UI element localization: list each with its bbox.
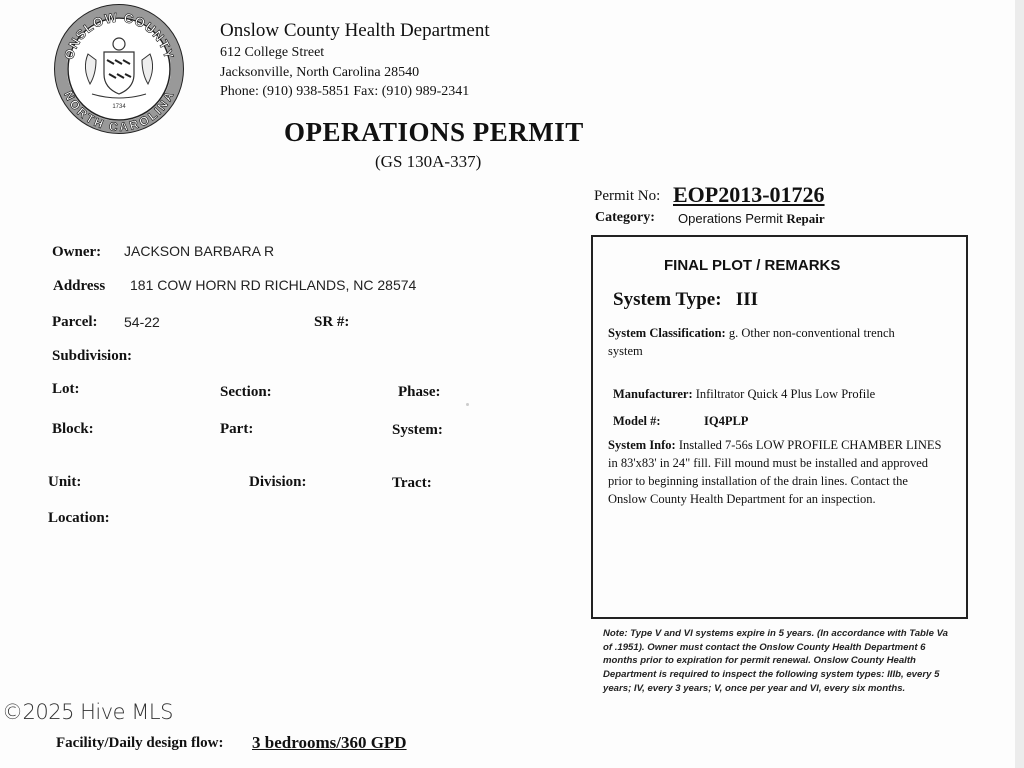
- expiration-note: Note: Type V and VI systems expire in 5 years. (In accordance with Table Va of .1951). Owner must contact the Onslow County Health Department 6 months prior to expiration for permit renewal. Onslow County Health Department is required to inspect the following system types: IIIb, every 5 years; IV, every 3 years; V, once per year and VI, every six months.: [603, 628, 948, 694]
- system-info-value: Installed 7-56s LOW PROFILE CHAMBER LINES in 83'x83' in 24" fill. Fill mound must be installed and approved prior to beginning installation of the drain lines. Contact the Onslow County Health Department for an inspection.: [608, 438, 942, 506]
- category-suffix: Repair: [786, 211, 825, 226]
- division-label: Division:: [249, 474, 307, 490]
- scan-speck: [466, 403, 469, 406]
- model-value: IQ4PLP: [704, 414, 749, 428]
- subdivision-label: Subdivision:: [52, 348, 133, 364]
- seal-bottom-text: NORTH CAROLINA: [61, 88, 177, 135]
- lot-label: Lot:: [52, 381, 80, 397]
- parcel-label: Parcel:: [52, 314, 98, 330]
- part-label: Part:: [220, 421, 254, 437]
- permit-number: EOP2013-01726: [673, 182, 825, 207]
- unit-label: Unit:: [48, 474, 82, 490]
- system-label: System:: [392, 422, 443, 438]
- system-info-label: System Info:: [608, 438, 676, 452]
- manufacturer-label: Manufacturer:: [613, 387, 693, 401]
- department-street: 612 College Street: [220, 45, 325, 60]
- parcel-value: 54-22: [124, 314, 160, 330]
- department-name: Onslow County Health Department: [220, 20, 490, 41]
- permit-number-label: Permit No:: [594, 188, 661, 204]
- document-subtitle: (GS 130A-337): [375, 152, 482, 171]
- category-label: Category:: [595, 210, 655, 225]
- section-label: Section:: [220, 384, 272, 400]
- tract-label: Tract:: [392, 475, 432, 491]
- owner-label: Owner:: [52, 244, 102, 260]
- sr-label: SR #:: [314, 314, 350, 330]
- design-flow-label: Facility/Daily design flow:: [56, 735, 224, 751]
- manufacturer: [613, 387, 875, 402]
- system-type: [613, 289, 758, 311]
- system-classification: [608, 324, 908, 360]
- design-flow-value: 3 bedrooms/360 GPD: [252, 733, 407, 752]
- phase-label: Phase:: [398, 384, 441, 400]
- category-value: [678, 211, 825, 227]
- remarks-title: FINAL PLOT / REMARKS: [664, 257, 841, 274]
- department-city: Jacksonville, North Carolina 28540: [220, 65, 420, 80]
- department-phone: Phone: (910) 938-5851 Fax: (910) 989-2341: [220, 84, 470, 99]
- address-label: Address: [53, 278, 106, 294]
- seal-top-text: ONSLOW COUNTY: [61, 9, 177, 62]
- category-name: Operations Permit: [678, 211, 783, 226]
- classification-label: System Classification:: [608, 326, 726, 340]
- document-title: OPERATIONS PERMIT: [284, 117, 584, 147]
- block-label: Block:: [52, 421, 94, 437]
- address-value: 181 COW HORN RD RICHLANDS, NC 28574: [130, 277, 417, 293]
- copyright-watermark: ©2025 Hive MLS: [2, 700, 173, 724]
- system-info: [608, 436, 948, 508]
- system-type-label: System Type:: [613, 289, 722, 310]
- location-label: Location:: [48, 510, 110, 526]
- system-type-value: III: [735, 289, 758, 310]
- classification-value: g. Other non-conventional trench system: [608, 326, 895, 358]
- owner-value: JACKSON BARBARA R: [124, 243, 275, 259]
- manufacturer-value: Infiltrator Quick 4 Plus Low Profile: [695, 387, 876, 401]
- page-edge-band: [1015, 0, 1024, 768]
- county-seal-logo: [52, 2, 186, 136]
- model-label: Model #:: [613, 414, 661, 428]
- seal-year: 1734: [112, 104, 126, 110]
